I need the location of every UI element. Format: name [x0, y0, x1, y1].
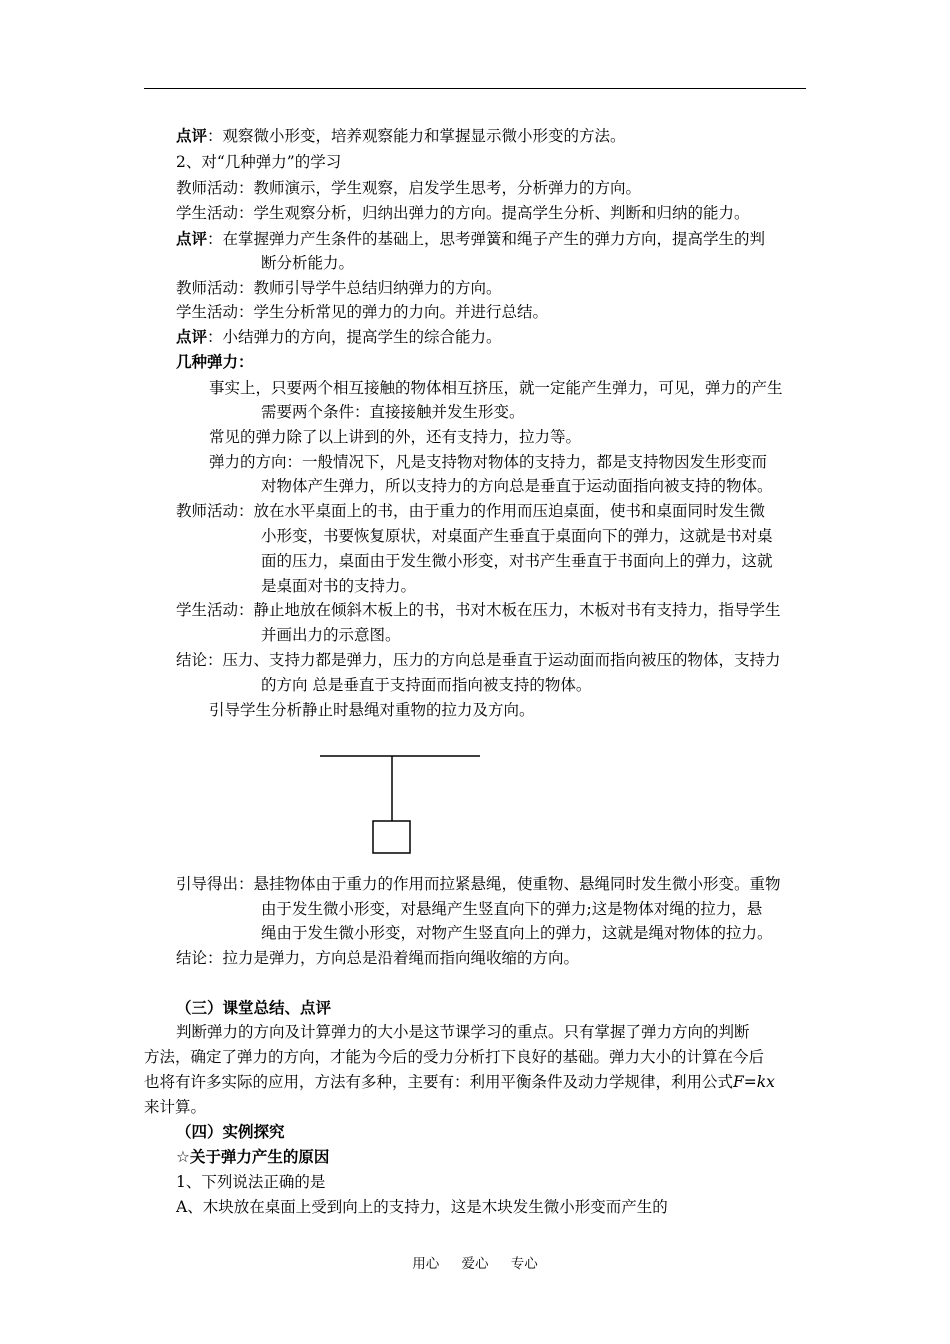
text-line: 结论：拉力是弹力，方向总是沿着绳而指向绳收缩的方向。 [176, 949, 580, 967]
text-line: 引导学生分析静止时悬绳对重物的拉力及方向。 [209, 701, 535, 719]
text-line: 引导得出：悬挂物体由于重力的作用而拉紧悬绳，使重物、悬绳同时发生微小形变。重物 [176, 875, 781, 893]
text-line: 方法，确定了弹力的方向，才能为今后的受力分析打下良好的基础。弹力大小的计算在今后 [144, 1048, 765, 1066]
comment-line: 点评：在掌握弹力产生条件的基础上，思考弹簧和绳子产生的弹力方向，提高学生的判 [176, 230, 766, 248]
text-line: 教师活动：教师引导学牛总结归纳弹力的方向。 [176, 279, 502, 297]
weight-box [373, 821, 410, 853]
footer-text: 爱心 [461, 1256, 489, 1272]
question-line: 1、下列说法正确的是 [176, 1173, 326, 1191]
comment-line: 点评：观察微小形变，培养观察能力和掌握显示微小形变的方法。 [176, 127, 626, 145]
text-line: 事实上，只要两个相互接触的物体相互挤压，就一定能产生弹力，可见，弹力的产生 [209, 379, 783, 397]
page-footer [0, 1252, 950, 1272]
section-heading: 2、对“几种弹力”的学习 [176, 153, 342, 171]
text-line: 教师活动：教师演示，学生观察，启发学生思考，分析弹力的方向。 [176, 179, 642, 197]
text-line: 需要两个条件：直接接触并发生形变。 [261, 403, 525, 421]
text-line: 是桌面对书的支持力。 [261, 577, 417, 595]
comment-label: 点评 [176, 328, 208, 346]
subsection-heading: ☆关于弹力产生的原因 [176, 1148, 330, 1166]
hanging-weight-diagram [318, 752, 484, 860]
text-line: 判断弹力的方向及计算弹力的大小是这节课学习的重点。只有掌握了弹力方向的判断 [176, 1023, 750, 1041]
footer-text: 专心 [510, 1256, 538, 1272]
text-line: 教师活动：放在水平桌面上的书，由于重力的作用而压迫桌面，使书和桌面同时发生微 [176, 502, 766, 520]
text-line: 学生活动：学生分析常见的弹力的力向。并进行总结。 [176, 303, 549, 321]
option-line: A、木块放在桌面上受到向上的支持力，这是木块发生微小形变而产生的 [176, 1198, 668, 1216]
text-line: 结论：压力、支持力都是弹力，压力的方向总是垂直于运动面而指向被压的物体，支持力 [176, 651, 781, 669]
text-line: 面的压力，桌面由于发生微小形变，对书产生垂直于书面向上的弹力，这就 [261, 552, 773, 570]
text-line: 断分析能力。 [261, 254, 355, 272]
text-line: 由于发生微小形变，对悬绳产生竖直向下的弹力;这是物体对绳的拉力，悬 [261, 900, 763, 918]
text-line: 学生活动：静止地放在倾斜木板上的书，书对木板在压力，木板对书有支持力，指导学生 [176, 601, 781, 619]
text-line: 并画出力的示意图。 [261, 626, 401, 644]
comment-label: 点评 [176, 127, 208, 145]
text-line: 来计算。 [144, 1098, 207, 1116]
subsection-heading: 几种弹力： [176, 353, 254, 371]
text-line: 小形变，书要恢复原状，对桌面产生垂直于桌面向下的弹力，这就是书对桌 [261, 527, 773, 545]
text-line: 常见的弹力除了以上讲到的外，还有支持力，拉力等。 [209, 428, 582, 446]
comment-label: 点评 [176, 230, 208, 248]
text-line: 绳由于发生微小形变，对物产生竖直向上的弹力，这就是绳对物体的拉力。 [261, 924, 773, 942]
formula: F=kx [733, 1073, 775, 1091]
text-line: 弹力的方向：一般情况下，凡是支持物对物体的支持力，都是支持物因发生形变而 [209, 453, 768, 471]
text-line: 学生活动：学生观察分析，归纳出弹力的方向。提高学生分析、判断和归纳的能力。 [176, 204, 750, 222]
footer-text: 用心 [412, 1256, 440, 1272]
comment-line: 点评：小结弹力的方向，提高学生的综合能力。 [176, 328, 502, 346]
section-heading: （四）实例探究 [176, 1123, 285, 1141]
text-line: 的方向 总是垂直于支持面而指向被支持的物体。 [261, 676, 592, 694]
section-heading: （三）课堂总结、点评 [176, 999, 332, 1017]
header-rule [144, 88, 806, 89]
text-line: 对物体产生弹力，所以支持力的方向总是垂直于运动面指向被支持的物体。 [261, 477, 773, 495]
text-line: 也将有许多实际的应用，方法有多种，主要有：利用平衡条件及动力学规律，利用公式F=kx [144, 1073, 775, 1091]
